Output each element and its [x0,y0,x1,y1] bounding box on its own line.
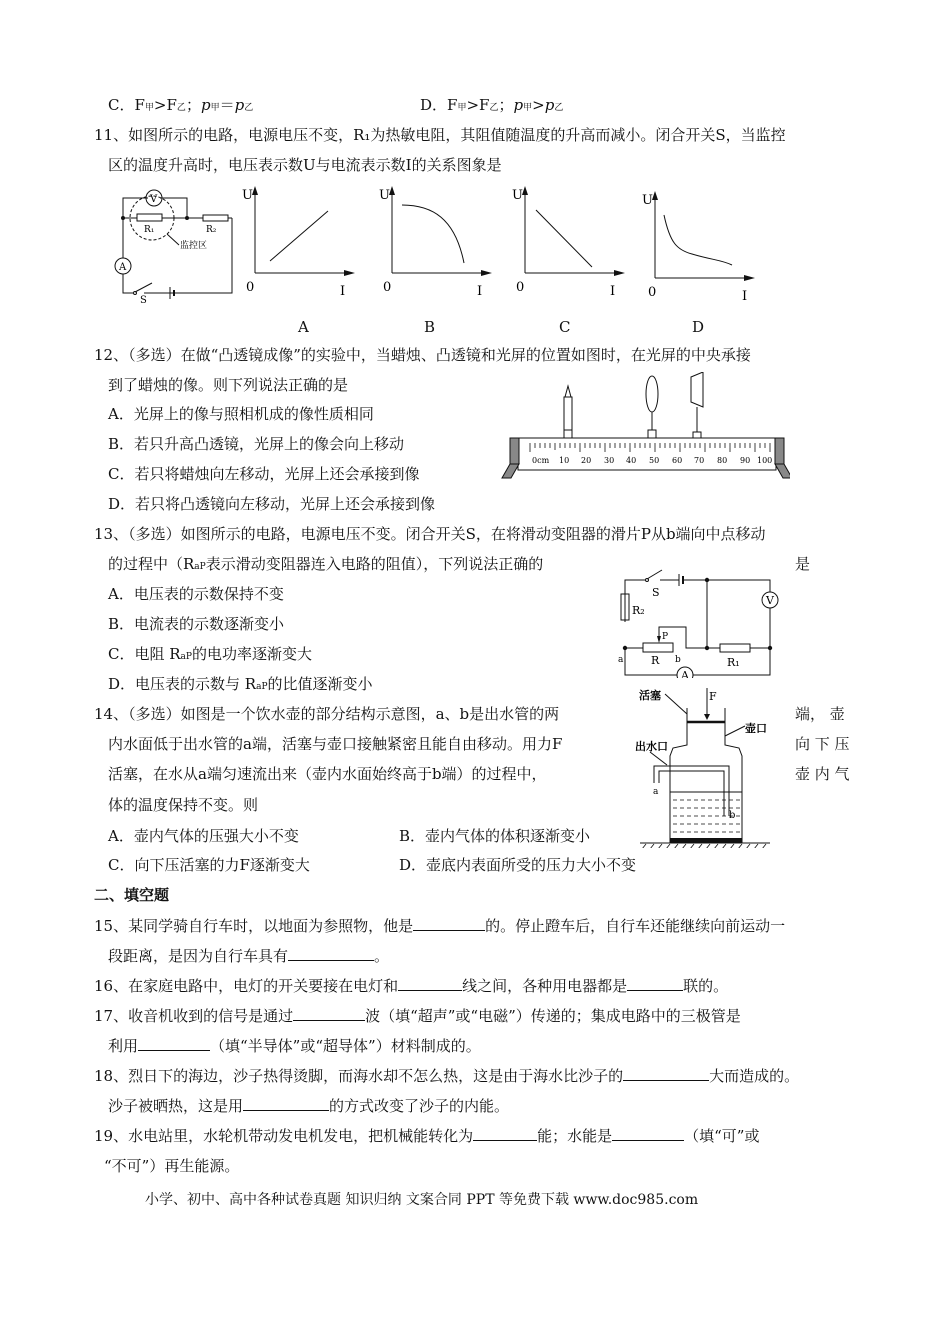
text: 的方式改变了沙子的内能。 [329,1097,510,1115]
graph-d [642,188,762,303]
subscript: 甲 [144,103,154,113]
ammeter-label: A [119,262,127,273]
separator: ； [185,96,201,114]
q13-stem-end: 是 [795,555,811,573]
subscript: 甲 [457,103,467,113]
answer-blank[interactable] [288,946,374,961]
option-text: D．电压表的示数与 R [108,675,257,693]
x-axis-label: I [610,284,616,298]
option-text: C．电阻 R [108,645,181,663]
y-axis-label: U [379,188,390,203]
q14-option-a: A．壶内气体的压强大小不变 [108,827,299,845]
q18-line2 [108,1096,509,1116]
graph-c [510,183,630,298]
q14-stem-line2: 内水面低于出水管的a端，活塞与壶口接触紧密且能自由移动。用力F [108,735,563,753]
r1-resistor [720,644,750,652]
graph-a-letter: A [298,318,309,336]
q11-stem-line2: 区的温度升高时，电压表示数U与电流表示数I的关系图象是 [108,156,502,174]
q17-line1 [94,1006,741,1026]
subscript: aP [180,652,192,662]
light-screen-icon [691,372,703,407]
stem-text: 表示滑动变阻器连入电路的阻值），下列说法正确的 [205,555,544,573]
rheostat [643,643,673,652]
q14-stem-line1: 14、（多选）如图是一个饮水壶的部分结构示意图，a、b是出水管的两 [94,705,560,723]
end-a-label: a [618,655,624,665]
text: （填“可”或 [684,1127,760,1145]
option-text: 的电功率逐渐变大 [191,645,312,663]
x-axis-label: I [477,284,483,298]
switch-label: S [140,295,147,303]
r1-label: R₁ [727,656,740,669]
pressure-symbol: p [234,96,245,114]
tick-label: 50 [649,456,660,465]
answer-blank[interactable] [413,916,485,931]
text: 。 [374,947,390,965]
graph-a [240,183,360,298]
q14-stem-line3-end: 壶 内 气 [795,765,850,783]
tick-label: 10 [559,456,570,465]
q14-stem-line3: 活塞，在水从a端匀速流出来（壶内水面始终高于b端）的过程中， [108,765,547,783]
y-axis-label: U [642,193,653,208]
force-symbol: F [166,96,177,114]
subscript: 乙 [554,103,564,113]
tick-label: 30 [604,456,615,465]
q14-stem-line1-end: 端， 壶 [795,705,845,723]
option-label: C． [108,96,135,114]
q13-option-d [108,674,373,697]
text: 线之间，各种用电器都是 [462,977,628,995]
voltmeter-label: V [766,594,774,607]
q12-option-a: A．光屏上的像与照相机成的像性质相同 [108,405,374,423]
end-b-label: b [729,810,736,821]
tick-label: 40 [626,456,637,465]
monitor-zone-label: 监控区 [180,241,208,251]
option-text: 的比值逐渐变小 [267,675,373,693]
q14-option-b: B．壶内气体的体积逐渐变小 [399,827,591,845]
subscript: aP [194,562,206,572]
q19-line2: “不可”）再生能源。 [104,1157,240,1175]
answer-blank[interactable] [627,976,683,991]
kettle-diagram [635,688,795,848]
force-symbol: F [479,96,490,114]
tick-label: 80 [717,456,728,465]
option-label: D． [420,96,448,114]
text: （填“半导体”或“超导体”）材料制成的。 [210,1037,481,1055]
answer-blank[interactable] [473,1126,537,1141]
relation: ＝ [219,96,235,114]
text: 的。停止蹬车后，自行车还能继续向前运动一 [485,917,786,935]
subscript: 乙 [244,103,254,113]
ammeter-label: A [681,669,689,678]
q19-line1 [94,1126,759,1146]
force-label: F [709,690,717,703]
text: 波（填“超声”或“电磁”）传递的；集成电路中的三极管是 [365,1007,741,1025]
q15-line1 [94,916,785,936]
switch-label: S [652,586,660,599]
origin-label: 0 [516,280,525,295]
q10-option-c [108,95,253,118]
graph-d-letter: D [692,318,705,336]
force-symbol: F [134,96,145,114]
answer-blank[interactable] [293,1006,365,1021]
q17-line2 [108,1036,481,1056]
x-axis-label: I [742,289,748,303]
q16-line [94,976,728,996]
relation: > [532,96,545,114]
q14-option-d: D．壶底内表面所受的压力大小不变 [399,856,637,874]
q13-option-b: B．电流表的示数逐渐变小 [108,615,285,633]
pressure-symbol: p [200,96,211,114]
subscript: 乙 [176,103,186,113]
voltmeter-label: V [150,194,158,205]
r1-label: R₁ [144,225,155,235]
tick-label: 20 [581,456,592,465]
q11-stem-line1: 11、如图所示的电路，电源电压不变，R₁为热敏电阻，其阻值随温度的升高而减小。闭合开关S，当监控 [94,126,786,144]
x-axis-label: I [340,284,346,298]
r2-label: R₂ [206,225,217,235]
text: 沙子被晒热，这是用 [108,1097,244,1115]
answer-blank[interactable] [243,1096,329,1111]
subscript: 甲 [523,103,533,113]
rheostat-label: R [651,654,660,667]
q12-stem-line1: 12、（多选）在做“凸透镜成像”的实验中，当蜡烛、凸透镜和光屏的位置如图时，在光屏的中央承接 [94,346,751,364]
q12-option-c: C．若只将蜡烛向左移动，光屏上还会承接到像 [108,465,420,483]
subscript: 甲 [210,103,220,113]
slider-label: P [662,632,669,642]
q13-option-c [108,644,312,667]
r2-label: R₂ [632,604,645,617]
subscript: 乙 [489,103,499,113]
relation: > [466,96,480,114]
tick-label: 70 [694,456,705,465]
text: 17、收音机收到的信号是通过 [94,1007,294,1025]
piston-label: 活塞 [639,689,661,702]
text: 大而造成的。 [709,1067,800,1085]
text: 16、在家庭电路中，电灯的开关要接在电灯和 [94,977,399,995]
origin-label: 0 [246,280,255,295]
q18-line1 [94,1066,799,1086]
graph-b [377,183,497,298]
end-a-label: a [653,787,659,797]
text: 18、烈日下的海边，沙子热得烫脚，而海水却不怎么热，这是由于海水比沙子的 [94,1067,624,1085]
q12-option-b: B．若只升高凸透镜，光屏上的像会向上移动 [108,435,405,453]
answer-blank[interactable] [623,1066,709,1081]
section-title-fill-blank: 二、填空题 [94,886,170,904]
subscript: aP [256,682,268,692]
q14-stem-line2-end: 向 下 压 [795,735,850,753]
answer-blank[interactable] [398,976,462,991]
tick-label: 90 [740,456,751,465]
q13-stem-line2 [108,554,543,577]
q11-circuit-diagram [100,183,235,303]
origin-label: 0 [648,285,657,300]
text: 利用 [108,1037,139,1055]
stem-text: 的过程中（R [108,555,195,573]
q13-option-a: A．电压表的示数保持不变 [108,585,284,603]
optical-bench-diagram [500,372,790,487]
text: 19、水电站里，水轮机带动发电机发电，把机械能转化为 [94,1127,474,1145]
mouth-label: 壶口 [745,722,767,735]
pressure-symbol: p [513,96,524,114]
page-footer: 小学、初中、高中各种试卷真题 知识归纳 文案合同 PPT 等免费下载 www.doc985.com [145,1192,699,1208]
graph-b-letter: B [424,318,436,336]
relation: > [153,96,167,114]
q10-option-d [420,95,563,118]
text: 能；水能是 [537,1127,613,1145]
q12-option-d: D．若只将凸透镜向左移动，光屏上还会承接到像 [108,495,436,513]
tick-label: 60 [672,456,683,465]
separator: ； [498,96,514,114]
text: 15、某同学骑自行车时，以地面为参照物，他是 [94,917,414,935]
q13-stem-line1: 13、（多选）如图所示的电路，电源电压不变。闭合开关S，在将滑动变阻器的滑片P从b端向中点移动 [94,525,766,543]
q12-stem-line2: 到了蜡烛的像。则下列说法正确的是 [108,376,349,394]
y-axis-label: U [512,188,523,203]
outlet-label: 出水口 [635,740,668,753]
text: 联的。 [683,977,729,995]
tick-label: 100 [757,456,773,465]
origin-label: 0 [383,280,392,295]
answer-blank[interactable] [138,1036,210,1051]
graph-c-letter: C [559,318,571,336]
q14-stem-line4: 体的温度保持不变。则 [108,796,259,814]
end-b-label: b [675,655,681,665]
pressure-symbol: p [544,96,555,114]
tick-label: 0cm [532,456,550,465]
q13-circuit-diagram [615,560,785,678]
y-axis-label: U [242,188,253,203]
text: 段距离，是因为自行车具有 [108,947,289,965]
answer-blank[interactable] [612,1126,684,1141]
q15-line2 [108,946,389,966]
force-symbol: F [447,96,458,114]
candle-flame-icon [565,386,571,397]
q14-option-c: C．向下压活塞的力F逐渐变大 [108,856,310,874]
convex-lens-icon [646,376,658,412]
